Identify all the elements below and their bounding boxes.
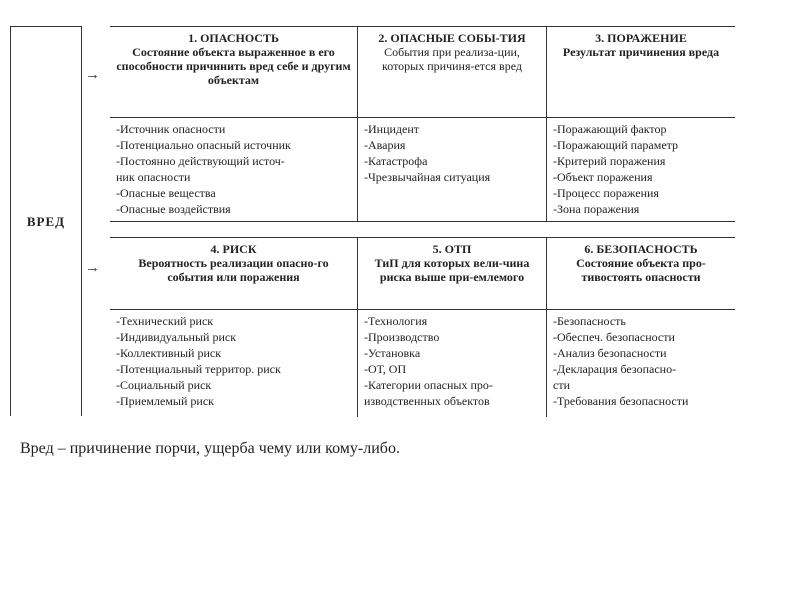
concept-column-damage — [547, 27, 735, 221]
list-item: -Поражающий фактор — [553, 122, 667, 136]
column-definition: События при реализа-ции, которых причиня-ется вред — [382, 45, 522, 73]
list-item: -Декларация безопасно- — [553, 362, 677, 376]
list-item: -Авария — [364, 138, 406, 152]
column-title: 2. ОПАСНЫЕ СОБЫ-ТИЯ — [378, 31, 526, 45]
concept-column-otp — [357, 238, 547, 417]
list-item: ник опасности — [116, 170, 191, 184]
term-list — [110, 118, 357, 217]
list-item: -Индивидуальный риск — [116, 330, 237, 344]
list-item: -Объект поражения — [553, 170, 653, 184]
arrow-right-icon: → — [85, 260, 100, 276]
list-item: изводственных объектов — [364, 394, 490, 408]
list-item: -Источник опасности — [116, 122, 226, 136]
column-definition: Состояние объекта выраженное в его способности причинить вред себе и другим объектам — [116, 45, 351, 87]
concept-column-risk — [110, 238, 357, 417]
column-definition: ТиП для которых вели-чина риска выше при-емлемого — [374, 256, 530, 284]
list-item: -Опасные вещества — [116, 186, 216, 200]
list-item: -Технический риск — [116, 314, 214, 328]
harm-definition: Вред – причинение порчи, ущерба чему или кому-либо. — [20, 440, 400, 457]
list-item: -Категории опасных про- — [364, 378, 493, 392]
list-item: -Чрезвычайная ситуация — [364, 170, 491, 184]
column-definition: Результат причинения вреда — [562, 45, 720, 59]
list-item: -Зона поражения — [553, 202, 640, 216]
concept-column-safety — [547, 238, 735, 417]
list-item: -Установка — [364, 346, 421, 360]
concept-table-bottom — [110, 237, 735, 417]
column-header — [110, 238, 357, 309]
list-item: -Обеспеч. безопасности — [553, 330, 675, 344]
list-item: -Потенциально опасный источник — [116, 138, 291, 152]
list-item: -ОТ, ОП — [364, 362, 407, 376]
column-header — [358, 238, 546, 309]
list-item: -Критерий поражения — [553, 154, 666, 168]
term-list — [358, 118, 546, 185]
column-title: 6. БЕЗОПАСНОСТЬ — [584, 242, 698, 256]
harm-label: ВРЕД — [26, 214, 66, 229]
list-item: -Производство — [364, 330, 440, 344]
term-list — [547, 310, 735, 409]
column-header — [547, 27, 735, 117]
column-definition: Состояние объекта про-тивостоять опасности — [576, 256, 706, 284]
list-item: -Технология — [364, 314, 428, 328]
list-item: -Анализ безопасности — [553, 346, 667, 360]
concept-table-top — [110, 26, 735, 222]
term-list — [358, 310, 546, 409]
column-title: 1. ОПАСНОСТЬ — [188, 31, 279, 45]
column-title: 4. РИСК — [210, 242, 257, 256]
list-item: сти — [553, 378, 570, 392]
list-item: -Коллективный риск — [116, 346, 222, 360]
list-item: -Постоянно действующий источ- — [116, 154, 285, 168]
list-item: -Поражающий параметр — [553, 138, 679, 152]
column-header — [110, 27, 357, 117]
list-item: -Социальный риск — [116, 378, 212, 392]
column-header — [358, 27, 546, 117]
term-list — [547, 118, 735, 217]
list-item: -Требования безопасности — [553, 394, 689, 408]
list-item: -Катастрофа — [364, 154, 428, 168]
list-item: -Безопасность — [553, 314, 626, 328]
column-title: 3. ПОРАЖЕНИЕ — [595, 31, 687, 45]
column-title: 5. ОТП — [432, 242, 472, 256]
list-item: -Потенциальный территор. риск — [116, 362, 281, 376]
list-item: -Опасные воздействия — [116, 202, 231, 216]
column-header — [547, 238, 735, 309]
column-definition: Вероятность реализации опасно-го события или поражения — [138, 256, 329, 284]
concept-column-hazard — [110, 27, 357, 221]
list-item: -Инцидент — [364, 122, 420, 136]
arrow-right-icon: → — [85, 67, 100, 83]
concept-column-hazardous-events — [357, 27, 547, 221]
list-item: -Процесс поражения — [553, 186, 659, 200]
list-item: -Приемлемый риск — [116, 394, 214, 408]
term-list — [110, 310, 357, 409]
